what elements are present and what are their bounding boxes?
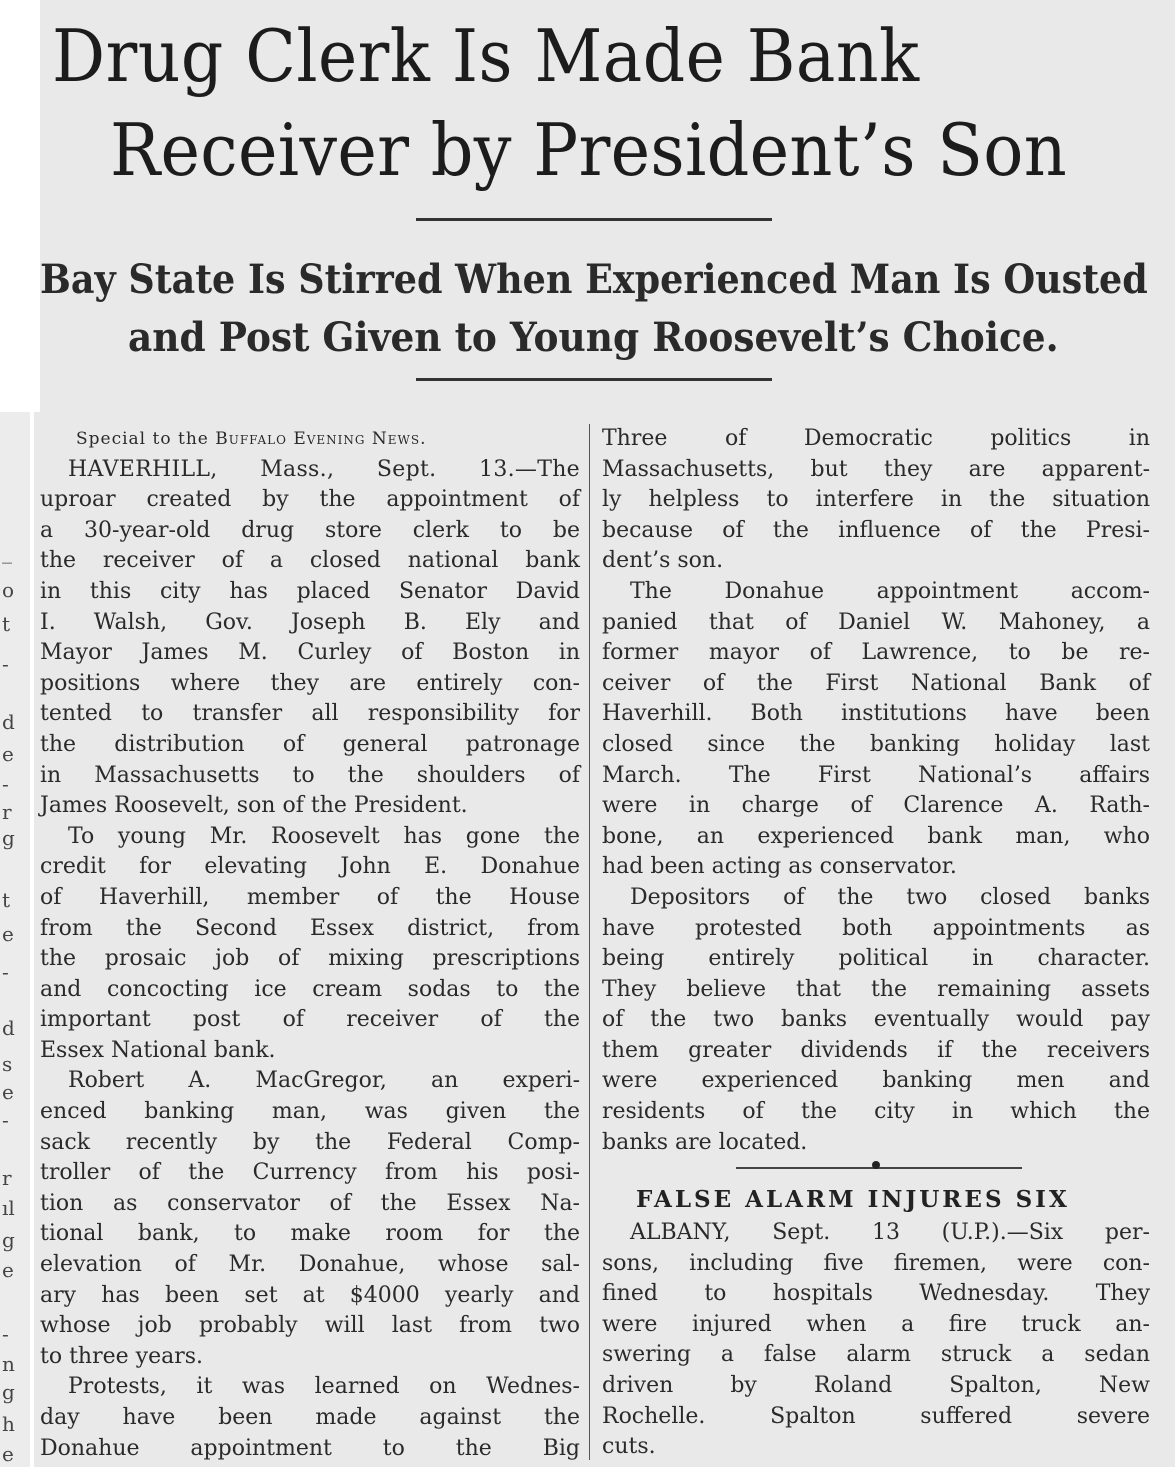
text-line: and concocting ice cream sodas to the	[40, 976, 580, 1002]
edge-fragment: -	[2, 1108, 9, 1132]
text-line: were in charge of Clarence A. Rath-	[602, 793, 1150, 819]
edge-fragment: n	[2, 1352, 15, 1376]
text-line: were injured when a fire truck an-	[602, 1311, 1150, 1337]
deck-line-1: Bay State Is Stirred When Experienced Man Is Ousted	[40, 256, 1148, 303]
text-line: because of the influence of the Presi-	[602, 517, 1150, 543]
edge-fragment: e	[2, 1258, 14, 1282]
edge-fragment: -	[2, 772, 9, 796]
second-story-headline: FALSE ALARM INJURES SIX	[636, 1186, 1070, 1213]
text-line: the prosaic job of mixing prescriptions	[40, 946, 580, 972]
story-separator-dot	[872, 1161, 880, 1169]
text-line: day have been made against the	[40, 1405, 580, 1430]
text-line: ary has been set at $4000 yearly and	[40, 1282, 580, 1308]
edge-fragment: e	[2, 1080, 14, 1104]
text-line: in Massachusetts to the shoulders of	[40, 762, 580, 788]
text-line: ALBANY, Sept. 13 (U.P.).—Six per-	[630, 1220, 1150, 1245]
edge-fragment: -	[2, 652, 9, 676]
text-line: They believe that the remaining assets	[602, 976, 1150, 1002]
text-line: them greater dividends if the receivers	[602, 1037, 1150, 1063]
text-line: The Donahue appointment accom-	[630, 578, 1150, 604]
text-line: uproar created by the appointment of	[40, 487, 580, 513]
edge-fragment: g	[2, 826, 15, 850]
text-line: whose job probably will last from two	[40, 1313, 580, 1339]
text-line: were experienced banking men and	[602, 1068, 1150, 1094]
text-line: enced banking man, was given the	[40, 1099, 580, 1125]
text-line: credit for elevating John E. Donahue	[40, 854, 580, 880]
text-line: of Haverhill, member of the House	[40, 884, 580, 910]
text-line: tented to transfer all responsibility for	[40, 701, 580, 727]
text-line: swering a false alarm struck a sedan	[602, 1342, 1150, 1368]
text-line: have protested both appointments as	[602, 915, 1150, 941]
edge-fragment: t	[2, 612, 11, 636]
text-line: being entirely political in character.	[602, 946, 1150, 972]
edge-fragment: ıl	[2, 1196, 15, 1220]
credit-prefix: Special to the	[76, 429, 216, 449]
text-line: closed since the banking holiday last	[602, 731, 1150, 757]
text-line: Donahue appointment to the Big	[40, 1435, 580, 1461]
text-line: Massachusetts, but they are apparent-	[602, 456, 1150, 482]
column-divider	[589, 424, 590, 1460]
second-story-text	[602, 1218, 1150, 1463]
text-line: sons, including five firemen, were con-	[602, 1250, 1150, 1276]
edge-fragment: g	[2, 1228, 15, 1252]
text-line: Essex National bank.	[40, 1037, 276, 1063]
text-line: James Roosevelt, son of the President.	[40, 793, 468, 819]
headline-rule	[416, 218, 772, 221]
text-line: Depositors of the two closed banks	[630, 884, 1150, 910]
edge-fragment: _	[2, 540, 12, 564]
edge-fragment: e	[2, 742, 14, 766]
text-line: tion as conservator of the Essex Na-	[40, 1190, 580, 1216]
edge-fragment: -	[2, 1322, 9, 1346]
text-line: Haverhill. Both institutions have been	[602, 701, 1150, 727]
article-column-1	[40, 424, 580, 1464]
edge-fragment: s	[2, 1052, 13, 1076]
edge-fragment: e	[2, 1442, 14, 1466]
text-line: March. The First National’s affairs	[602, 762, 1150, 788]
text-line: sack recently by the Federal Comp-	[40, 1129, 580, 1155]
deck-line-2: and Post Given to Young Roosevelt’s Choice.	[128, 314, 1059, 361]
text-line: fined to hospitals Wednesday. They	[602, 1281, 1150, 1307]
text-line: I. Walsh, Gov. Joseph B. Ely and	[40, 609, 580, 635]
column-2-text	[602, 424, 1150, 1158]
text-line: had been acting as conservator.	[602, 854, 957, 880]
special-credit-line	[40, 424, 580, 455]
text-line: Robert A. MacGregor, an experi-	[68, 1068, 580, 1094]
deck-rule	[416, 378, 772, 381]
text-line: of the two banks eventually would pay	[602, 1007, 1150, 1033]
text-line: ly helpless to interfere in the situation	[602, 487, 1150, 513]
text-line: HAVERHILL, Mass., Sept. 13.—The	[68, 456, 580, 482]
edge-fragment: r	[2, 1166, 12, 1190]
text-line: Protests, it was learned on Wednes-	[68, 1374, 580, 1400]
text-line: driven by Roland Spalton, New	[602, 1372, 1150, 1398]
text-line: from the Second Essex district, from	[40, 915, 580, 941]
text-line: ceiver of the First National Bank of	[602, 670, 1150, 696]
text-line: residents of the city in which the	[602, 1099, 1150, 1125]
edge-fragment: d	[2, 1016, 15, 1040]
text-line: positions where they are entirely con-	[40, 670, 580, 696]
headline-line-1: Drug Clerk Is Made Bank	[52, 14, 920, 98]
text-line: Three of Democratic politics in	[602, 426, 1150, 451]
text-line: dent’s son.	[602, 548, 724, 574]
text-line: banks are located.	[602, 1129, 808, 1155]
text-line: panied that of Daniel W. Mahoney, a	[602, 609, 1150, 635]
text-line: to three years.	[40, 1343, 204, 1369]
article-column-2	[602, 424, 1150, 1158]
edge-fragment: t	[2, 888, 11, 912]
text-line: important post of receiver of the	[40, 1007, 580, 1033]
text-line: in this city has placed Senator David	[40, 578, 580, 604]
text-line: the distribution of general patronage	[40, 731, 580, 757]
edge-fragment: -	[2, 960, 9, 984]
text-line: cuts.	[602, 1434, 656, 1460]
edge-fragment: d	[2, 710, 15, 734]
edge-fragment: e	[2, 922, 14, 946]
column-1-text	[40, 455, 580, 1465]
edge-fragment: r	[2, 800, 12, 824]
text-line: elevation of Mr. Donahue, whose sal-	[40, 1252, 580, 1278]
edge-fragment: h	[2, 1412, 15, 1436]
edge-fragment: o	[2, 578, 15, 602]
text-line: a 30-year-old drug store clerk to be	[40, 517, 580, 543]
text-line: bone, an experienced bank man, who	[602, 823, 1150, 849]
credit-paper-name: Buffalo Evening News.	[215, 429, 427, 449]
text-line: former mayor of Lawrence, to be re-	[602, 640, 1150, 666]
text-line: Rochelle. Spalton suffered severe	[602, 1403, 1150, 1429]
headline-line-2: Receiver by President’s Son	[110, 108, 1067, 192]
text-line: Mayor James M. Curley of Boston in	[40, 640, 580, 666]
text-line: To young Mr. Roosevelt has gone the	[68, 823, 580, 849]
text-line: troller of the Currency from his posi-	[40, 1160, 580, 1186]
text-line: the receiver of a closed national bank	[40, 548, 580, 574]
edge-fragment: g	[2, 1380, 15, 1404]
text-line: tional bank, to make room for the	[40, 1221, 580, 1247]
